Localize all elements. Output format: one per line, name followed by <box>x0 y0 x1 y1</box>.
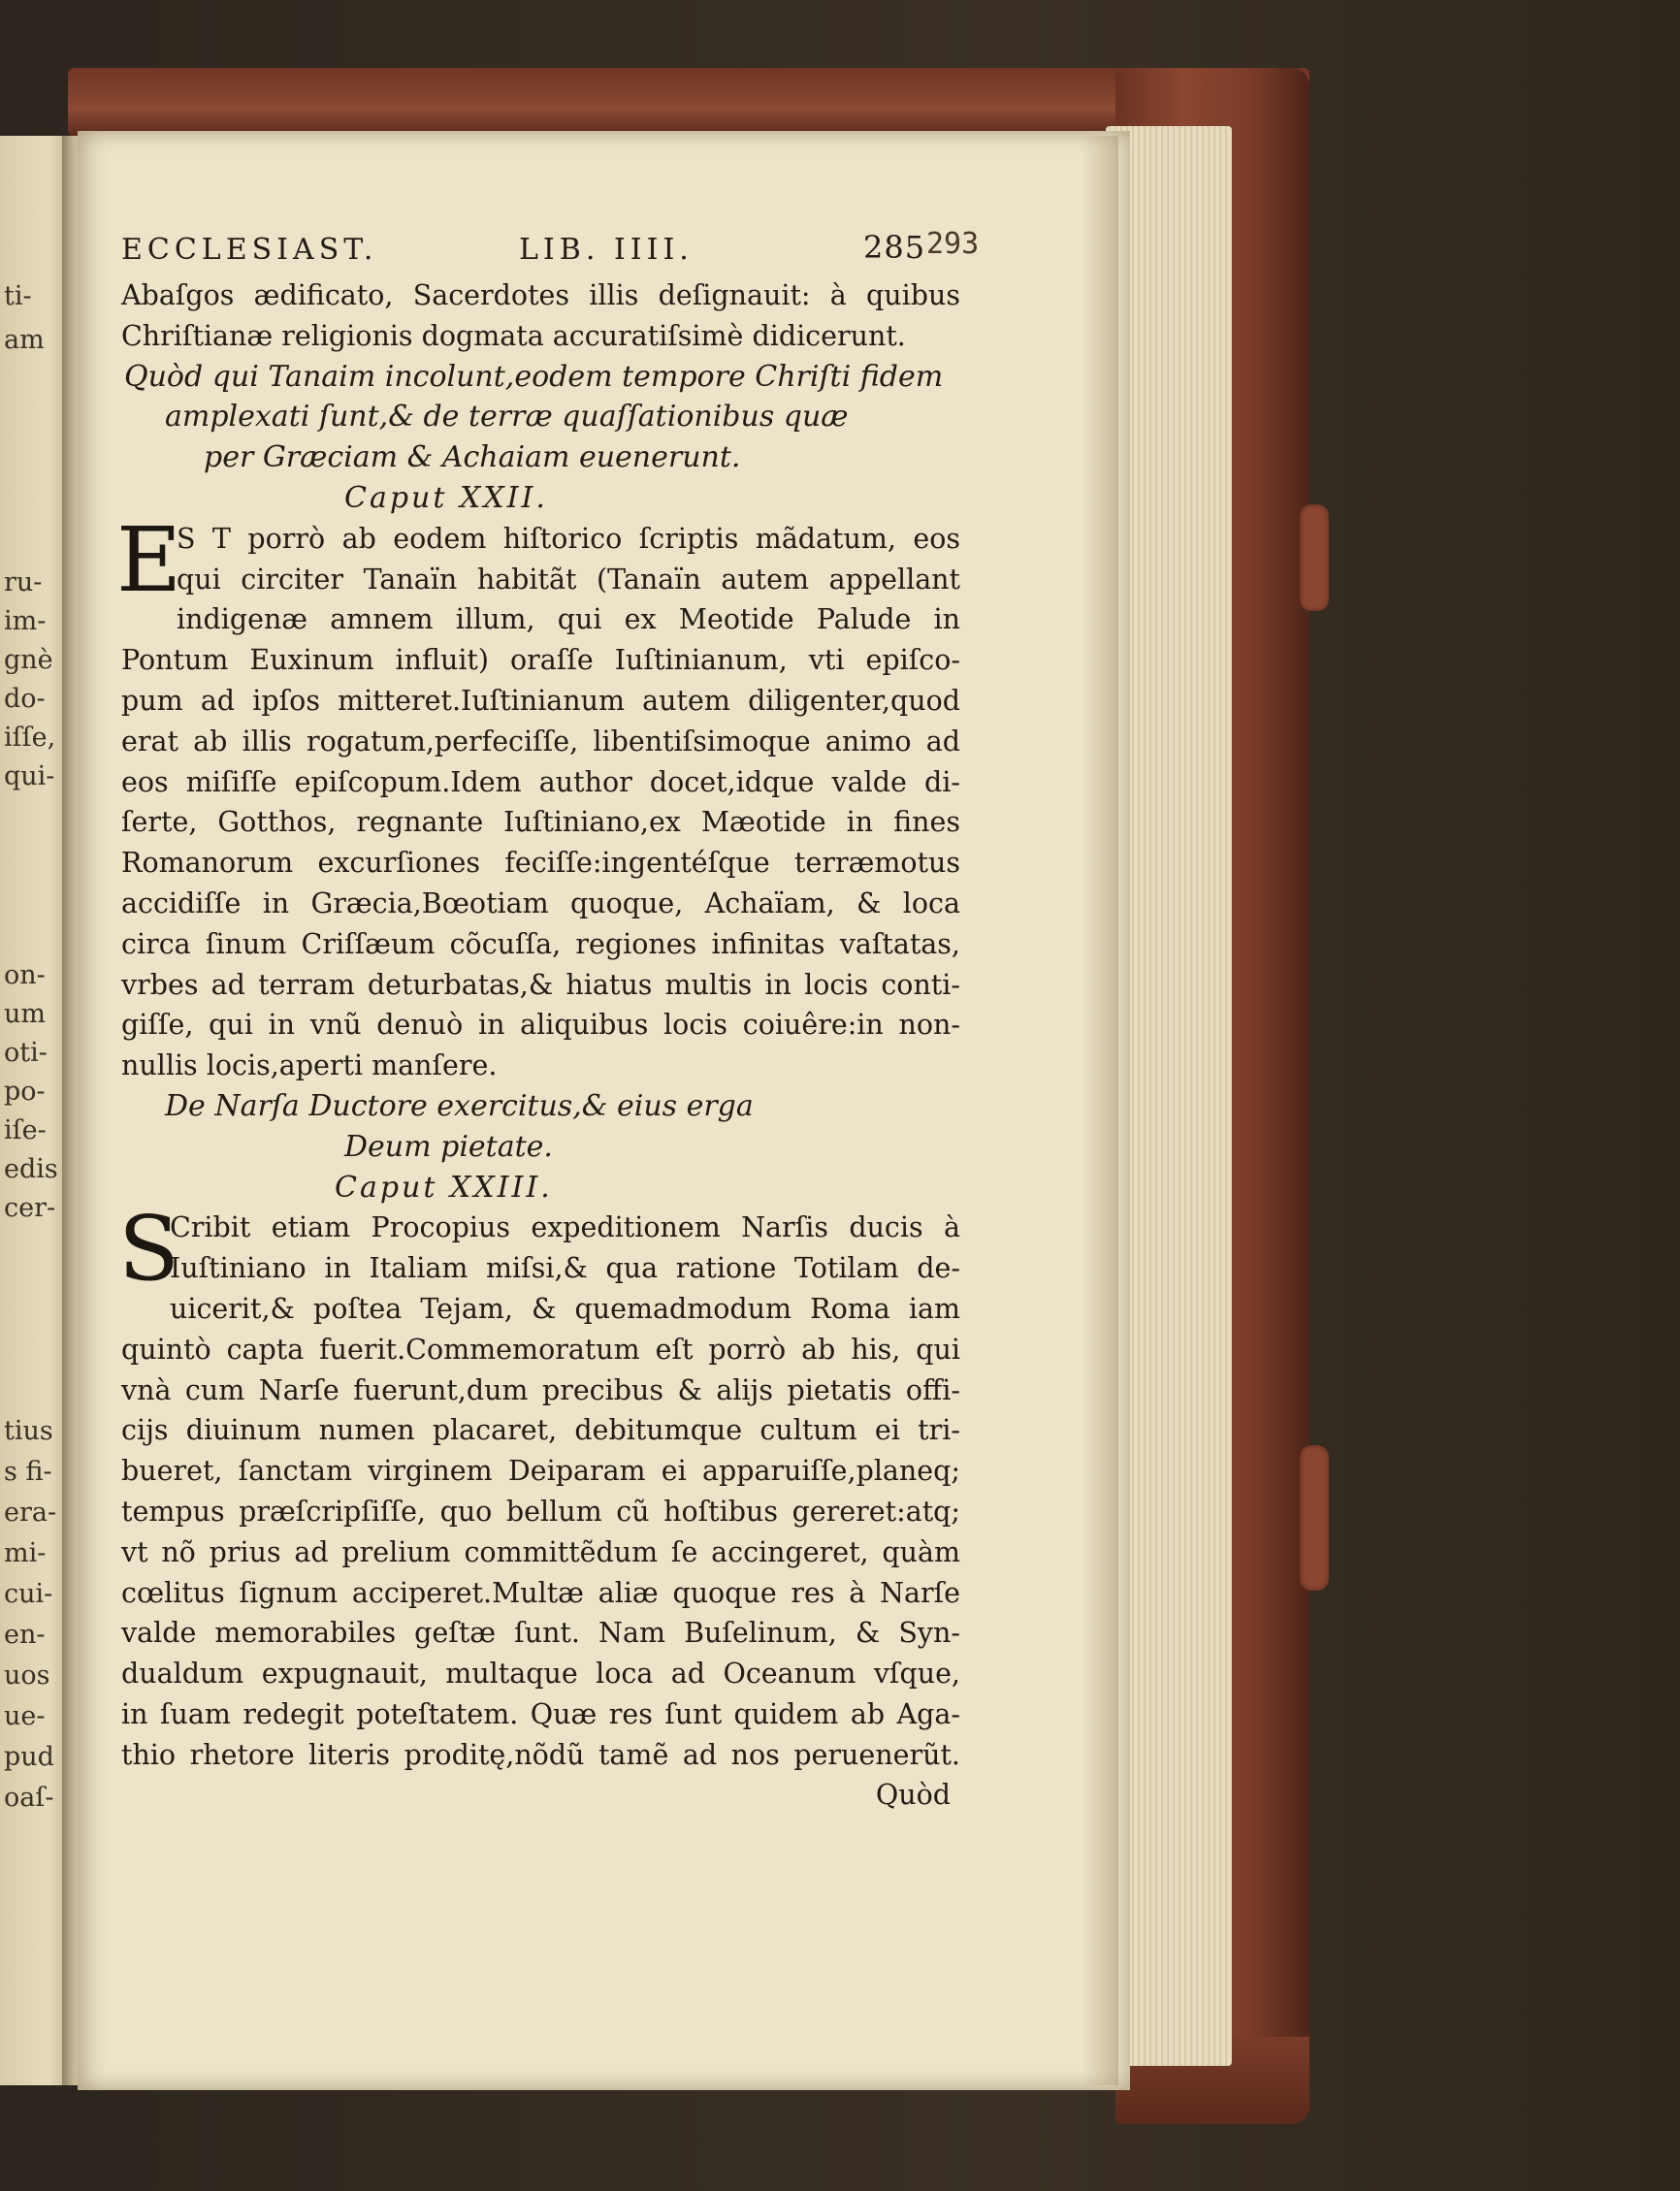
caput-label: Caput XXIII. <box>335 1170 553 1205</box>
running-head-title: ECCLESIAST. <box>121 233 378 267</box>
text-line: uicerit,& poſtea Tejam, & quemadmodum Roma iam <box>170 1292 960 1325</box>
left-fragment: edis <box>4 1154 58 1184</box>
page-number: 285 <box>863 229 926 266</box>
left-fragment: oti- <box>4 1038 48 1068</box>
left-fragment: s fi- <box>4 1457 52 1487</box>
left-fragment: do- <box>4 684 46 714</box>
catchword: Quòd <box>875 1779 951 1812</box>
right-page <box>78 131 1130 2090</box>
left-fragment: iſſe, <box>4 723 56 753</box>
running-head <box>116 223 980 275</box>
text-line: Cribit etiam Procopius expeditionem Narſis ducis à <box>170 1211 960 1244</box>
text-line: vrbes ad terram deturbatas,& hiatus multis in locis conti- <box>121 968 960 1001</box>
left-fragment: on- <box>4 960 46 990</box>
chapter-23-body <box>116 1197 960 1775</box>
left-fragment: tius <box>4 1416 53 1446</box>
left-fragment: po- <box>4 1077 46 1107</box>
left-fragment: cer- <box>4 1193 56 1223</box>
running-head-book: LIB. IIII. <box>519 233 694 267</box>
left-fragment: im- <box>4 606 47 636</box>
text-line: Iuſtiniano in Italiam miſsi,& qua ratione Totilam de- <box>170 1252 960 1285</box>
chapter-heading-line: Quòd qui Tanaim incolunt,eodem tempore Chriſti fidem <box>124 359 944 394</box>
left-fragment: ru- <box>4 567 43 597</box>
text-line: Abaſgos ædificato, Sacerdotes illis deſignauit: à quibus <box>121 279 960 311</box>
drop-cap: E <box>116 507 182 612</box>
text-line: pum ad ipſos mitteret.Iuſtinianum autem diligenter,quod <box>121 684 960 717</box>
left-fragment: um <box>4 999 46 1029</box>
text-line: eos miſiſſe epiſcopum.Idem author docet,idque valde di- <box>121 765 960 798</box>
text-line: indigenæ amnem illum, qui ex Meotide Palude in <box>177 603 960 636</box>
left-fragment: era- <box>4 1498 57 1528</box>
left-fragment: pud <box>4 1742 54 1772</box>
chapter-heading-line: amplexati ſunt,& de terræ quaſſationibus quæ <box>165 400 849 435</box>
text-line: qui circiter Tanaïn habitãt (Tanaïn autem appellant <box>177 563 960 596</box>
text-line: circa ſinum Criſſæum cõcuſſa, regiones infinitas vaſtatas, <box>121 927 960 960</box>
left-fragment: mi- <box>4 1538 47 1568</box>
left-fragment: qui- <box>4 761 55 791</box>
text-line: thio rhetore literis proditę,nõdũ tamẽ ad nos peruenerũt. <box>121 1738 960 1771</box>
text-line: giſſe, qui in vnũ denuò in aliquibus locis coiuêre:in non- <box>121 1009 960 1042</box>
chapter-heading-line: Deum pietate. <box>344 1129 553 1164</box>
text-line: quintò capta fuerit.Commemoratum eſt porrò ab his, qui <box>121 1333 960 1366</box>
text-line: vt nõ prius ad prelium committẽdum ſe accingeret, quàm <box>121 1535 960 1568</box>
page-text <box>116 223 980 1816</box>
handwritten-page-number: 293 <box>926 227 980 261</box>
text-line: S T porrò ab eodem hiſtorico ſcriptis mãdatum, eos <box>177 522 960 555</box>
text-line: ſerte, Gotthos, regnante Iuſtiniano,ex Mæotide in fines <box>121 806 960 839</box>
text-line: valde memorabiles geſtæ ſunt. Nam Buſelinum, & Syn- <box>121 1617 960 1650</box>
left-fragment: am <box>4 325 45 355</box>
left-facing-page <box>0 136 70 2085</box>
left-fragment: iſe- <box>4 1115 47 1145</box>
left-fragment: gnè <box>4 645 53 675</box>
text-line: cœlitus ſignum acciperet.Multæ aliæ quoque res à Narſe <box>121 1576 960 1609</box>
text-line: Chriſtianæ religionis dogmata accuratiſsimè didicerunt. <box>121 319 906 352</box>
left-fragment: ti- <box>4 281 32 311</box>
page-curve-shadow <box>1082 136 1118 2085</box>
left-fragment: uos <box>4 1660 50 1691</box>
text-line: cijs diuinum numen placaret, debitumque cultum ei tri- <box>121 1414 960 1447</box>
left-fragment: cui- <box>4 1579 53 1609</box>
text-line: Romanorum excurſiones feciſſe:ingentéſque terræmotus <box>121 847 960 880</box>
binding-clasp-bottom <box>1300 1445 1329 1591</box>
text-line: tempus præſcripſiſſe, quo bellum cũ hoſtibus gereret:atq; <box>121 1495 960 1528</box>
text-line: in ſuam redegit poteſtatem. Quæ res ſunt quidem ab Aga- <box>121 1697 960 1730</box>
binding-clasp-top <box>1300 504 1329 611</box>
text-line: dualdum expugnauit, multaque loca ad Oceanum vſque, <box>121 1658 960 1691</box>
text-line: erat ab illis rogatum,perfeciſſe, libentiſsimoque animo ad <box>121 725 960 757</box>
left-fragment: en- <box>4 1620 46 1650</box>
left-fragment: ue- <box>4 1701 46 1731</box>
drop-cap: S <box>118 1197 180 1302</box>
text-line: vnà cum Narſe fuerunt,dum precibus & alijs pietatis offi- <box>121 1373 960 1406</box>
text-line: bueret, ſanctam virginem Deiparam ei apparuiſſe,planeq; <box>121 1455 960 1488</box>
text-line: Pontum Euxinum influit) oraſſe Iuſtinianum, vti epiſco- <box>121 644 960 677</box>
chapter-22-body <box>116 507 960 1086</box>
caput-label: Caput XXII. <box>344 480 548 515</box>
text-line: accidiſſe in Græcia,Bœotiam quoque, Achaïam, & loca <box>121 886 960 919</box>
chapter-heading-line: De Narſa Ductore exercitus,& eius erga <box>165 1088 754 1123</box>
left-fragment: oaſ- <box>4 1783 54 1813</box>
text-line: nullis locis,aperti manſere. <box>121 1049 498 1082</box>
chapter-heading-line: per Græciam & Achaiam euenerunt. <box>204 440 741 475</box>
